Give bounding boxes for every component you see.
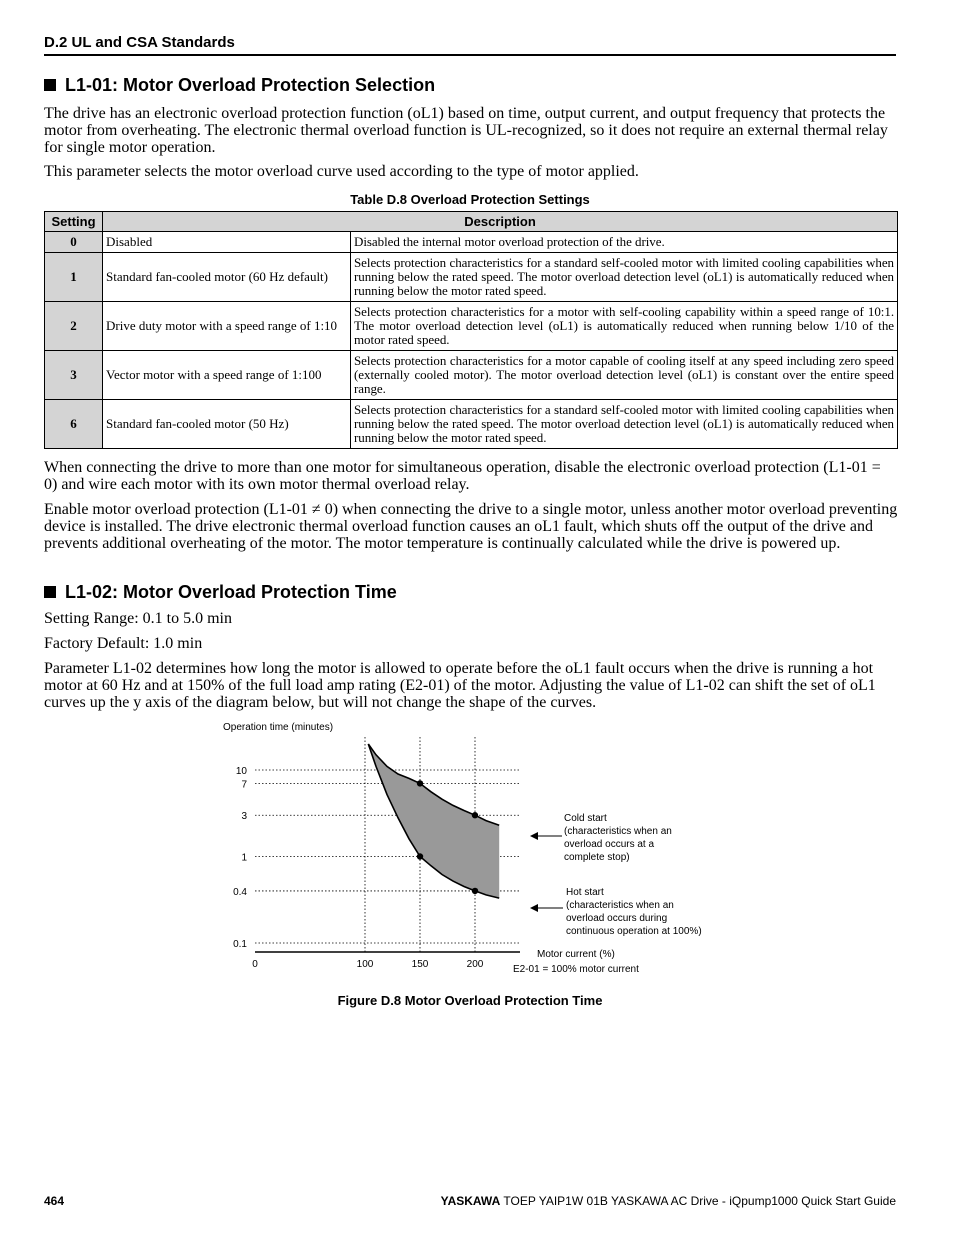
y-tick-label: 1 (241, 852, 247, 864)
data-point-marker (417, 853, 423, 859)
setting-description: Selects protection characteristics for a motor with self-cooling capability within a speed range of 10:1. The motor overload detection level (oL1) is automatically reduced when running below 1/10 of the motor rated speed. (351, 302, 898, 351)
paragraph: When connecting the drive to more than one motor for simultaneous operation, disable the electronic overload protection (L1-01 = 0) and wire each motor with its own motor thermal overload relay. (44, 459, 881, 493)
page-number: 464 (44, 1194, 65, 1208)
x-tick-label: 200 (466, 959, 484, 970)
setting-name: Standard fan-cooled motor (50 Hz) (103, 400, 351, 449)
hot-start-label: Hot start (characteristics when an overload occurs during continuous operation at 100%) (566, 887, 702, 937)
table-caption: Table D.8 Overload Protection Settings (350, 192, 590, 207)
setting-value: 0 (45, 232, 103, 253)
y-tick-label: 3 (241, 811, 247, 823)
setting-name: Vector motor with a speed range of 1:100 (103, 351, 351, 400)
x-tick-labels (252, 959, 484, 970)
x-tick-label: 0 (252, 959, 258, 970)
setting-value: 6 (45, 400, 103, 449)
section-title-text: L1-02: Motor Overload Protection Time (65, 582, 397, 602)
x-axis-label: Motor current (%) (537, 949, 615, 960)
setting-range: Setting Range: 0.1 to 5.0 min (44, 610, 232, 627)
paragraph: Parameter L1-02 determines how long the motor is allowed to operate before the oL1 fault occurs when the drive is running a hot motor at 60 Hz and at 150% of the full load amp rating (E2-01) of the motor. Adjusting the value of L1-02 can shift the set of oL1 curves up the y axis of the diagram below, but will not change the shape of the curves. (44, 660, 876, 711)
footer-brand: YASKAWA (440, 1194, 501, 1208)
data-point-marker (472, 812, 478, 818)
factory-default: Factory Default: 1.0 min (44, 635, 203, 652)
data-point-marker (472, 888, 478, 894)
y-tick-label: 0.4 (233, 886, 247, 898)
setting-name: Drive duty motor with a speed range of 1:10 (103, 302, 351, 351)
setting-name: Standard fan-cooled motor (60 Hz default) (103, 253, 351, 302)
table-header-description: Description (103, 212, 898, 232)
section-header: D.2 UL and CSA Standards (44, 34, 896, 56)
y-tick-labels (233, 766, 247, 950)
setting-description: Disabled the internal motor overload protection of the drive. (351, 232, 898, 253)
table-header-setting: Setting (45, 212, 103, 232)
paragraph: The drive has an electronic overload protection function (oL1) based on time, output current, and output frequency that protects the motor from overheating. The electronic thermal overload function is UL-recognized, so it does not require an external thermal relay for single motor operation. (44, 105, 888, 156)
y-tick-label: 7 (241, 779, 247, 791)
y-axis-label: Operation time (minutes) (223, 722, 334, 733)
footer-doc: TOEP YAIP1W 01B YASKAWA AC Drive - iQpump1000 Quick Start Guide (503, 1194, 896, 1208)
section-title-text: L1-01: Motor Overload Protection Selection (65, 75, 436, 95)
x-tick-label: 150 (411, 959, 429, 970)
data-point-marker (417, 780, 423, 786)
figure-caption: Figure D.8 Motor Overload Protection Time (337, 993, 603, 1008)
x-tick-label: 100 (356, 959, 374, 970)
paragraph: This parameter selects the motor overload curve used according to the type of motor applied. (44, 163, 639, 180)
paragraph: Enable motor overload protection (L1-01 ≠ 0) when connecting the drive to a single motor, unless another motor overload preventing device is installed. The drive electronic thermal overload function causes an oL1 fault, which shuts off the output of the drive and prevents additional overheating of the motor. The motor temperature is continually calculated while the drive is powered up. (44, 501, 898, 552)
setting-name: Disabled (103, 232, 351, 253)
setting-description: Selects protection characteristics for a standard self-cooled motor with limited cooling capabilities when running below the rated speed. The motor overload detection level (oL1) is automatically reduced when running below the motor rated speed. (351, 253, 898, 302)
y-tick-label: 10 (235, 766, 247, 777)
setting-value: 2 (45, 302, 103, 351)
setting-description: Selects protection characteristics for a standard self-cooled motor with limited cooling capabilities when running below the rated speed. The motor overload detection level (oL1) is automatically reduced when running below the motor rated speed. (351, 400, 898, 449)
y-tick-label: 0.1 (233, 939, 247, 950)
setting-value: 3 (45, 351, 103, 400)
footer-doc-title (441, 1194, 896, 1208)
x-axis-note: E2-01 = 100% motor current (513, 964, 639, 975)
setting-value: 1 (45, 253, 103, 302)
cold-start-label: Cold start (characteristics when an overload occurs at a complete stop) (564, 813, 672, 863)
setting-description: Selects protection characteristics for a motor capable of cooling itself at any speed including zero speed (externally cooled motor). The motor overload detection level (oL1) is constant over the entire speed range. (351, 351, 898, 400)
